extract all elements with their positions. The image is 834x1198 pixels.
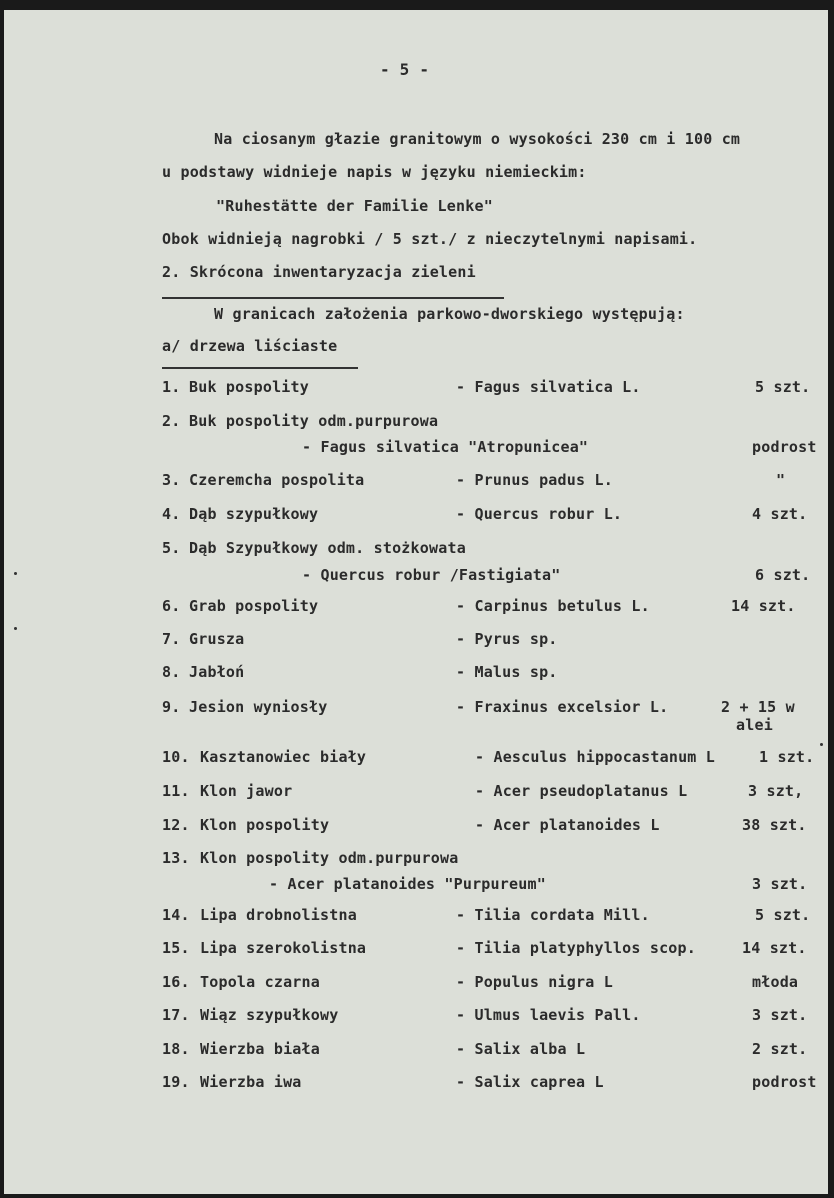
- entry-polish-name: Kasztanowiec biały: [200, 748, 367, 766]
- entry-latin-name: - Tilia cordata Mill.: [456, 906, 650, 924]
- entry-quantity: 3 szt.: [752, 1006, 808, 1024]
- entry-quantity: młoda: [752, 973, 799, 991]
- entry-latin-name: - Fraxinus excelsior L.: [456, 698, 669, 716]
- entry-polish-name: Wierzba iwa: [200, 1073, 302, 1091]
- entry-polish-name: Lipa drobnolistna: [200, 906, 357, 924]
- entry-polish-name: Klon pospolity odm.purpurowa: [200, 849, 459, 867]
- entry-polish-name: Buk pospolity: [189, 378, 309, 396]
- entry-polish-name: Grab pospolity: [189, 597, 319, 615]
- entry-latin-name: - Malus sp.: [456, 663, 558, 681]
- entry-number: 6.: [162, 597, 181, 615]
- intro-line-2: u podstawy widnieje napis w języku niemieckim:: [162, 163, 587, 181]
- entry-latin-name: - Acer platanoides "Purpureum": [269, 875, 546, 893]
- margin-speck: [14, 572, 17, 575]
- entry-polish-name: Grusza: [189, 630, 245, 648]
- entry-quantity: 3 szt,: [748, 782, 804, 800]
- entry-quantity: podrost: [752, 1073, 817, 1091]
- entry-quantity: 6 szt.: [755, 566, 811, 584]
- entry-polish-name: Dąb szypułkowy: [189, 505, 319, 523]
- subsection-heading: a/ drzewa liściaste: [162, 337, 338, 355]
- entry-number: 15.: [162, 939, 190, 957]
- entry-quantity: 14 szt.: [731, 597, 796, 615]
- subsection-heading-underline: [162, 367, 358, 369]
- entry-latin-name: - Pyrus sp.: [456, 630, 558, 648]
- entry-quantity-continued: alei: [736, 716, 773, 734]
- document-page: [4, 10, 828, 1194]
- intro-line-1: Na ciosanym głazie granitowym o wysokości 230 cm i 100 cm: [214, 130, 741, 148]
- entry-polish-name: Czeremcha pospolita: [189, 471, 365, 489]
- entry-number: 8.: [162, 663, 181, 681]
- entry-number: 5.: [162, 539, 181, 557]
- entry-number: 12.: [162, 816, 190, 834]
- entry-latin-name: - Ulmus laevis Pall.: [456, 1006, 641, 1024]
- entry-number: 19.: [162, 1073, 190, 1091]
- entry-polish-name: Dąb Szypułkowy odm. stożkowata: [189, 539, 466, 557]
- entry-polish-name: Jabłoń: [189, 663, 245, 681]
- entry-number: 16.: [162, 973, 190, 991]
- entry-number: 2.: [162, 412, 181, 430]
- entry-polish-name: Klon jawor: [200, 782, 293, 800]
- entry-latin-name: - Salix caprea L: [456, 1073, 604, 1091]
- margin-speck: [820, 743, 823, 746]
- entry-number: 17.: [162, 1006, 190, 1024]
- entry-latin-name: - Tilia platyphyllos scop.: [456, 939, 696, 957]
- entry-polish-name: Wierzba biała: [200, 1040, 320, 1058]
- entry-latin-name: - Fagus silvatica L.: [456, 378, 641, 396]
- entry-latin-name: - Aesculus hippocastanum L: [475, 748, 715, 766]
- entry-number: 9.: [162, 698, 181, 716]
- entry-latin-name: - Quercus robur /Fastigiata": [302, 566, 561, 584]
- entry-polish-name: Jesion wyniosły: [189, 698, 328, 716]
- intro-line-4: Obok widnieją nagrobki / 5 szt./ z nieczytelnymi napisami.: [162, 230, 698, 248]
- page-number: - 5 -: [380, 60, 430, 79]
- entry-latin-name: - Acer platanoides L: [475, 816, 660, 834]
- entry-quantity: ": [776, 471, 786, 489]
- entry-latin-name: - Fagus silvatica "Atropunicea": [302, 438, 589, 456]
- entry-number: 1.: [162, 378, 181, 396]
- intro-line-3: "Ruhestätte der Familie Lenke": [216, 197, 493, 215]
- entry-number: 18.: [162, 1040, 190, 1058]
- entry-number: 13.: [162, 849, 190, 867]
- entry-polish-name: Topola czarna: [200, 973, 320, 991]
- entry-quantity: 4 szt.: [752, 505, 808, 523]
- entry-quantity: 1 szt.: [759, 748, 815, 766]
- entry-latin-name: - Salix alba L: [456, 1040, 586, 1058]
- entry-quantity: 3 szt.: [752, 875, 808, 893]
- entry-number: 10.: [162, 748, 190, 766]
- entry-quantity: 38 szt.: [742, 816, 807, 834]
- section-intro: W granicach założenia parkowo-dworskiego występują:: [214, 305, 685, 323]
- entry-quantity: 5 szt.: [755, 378, 811, 396]
- entry-number: 7.: [162, 630, 181, 648]
- entry-polish-name: Lipa szerokolistna: [200, 939, 367, 957]
- margin-speck: [14, 627, 17, 630]
- entry-latin-name: - Prunus padus L.: [456, 471, 613, 489]
- entry-polish-name: Buk pospolity odm.purpurowa: [189, 412, 439, 430]
- entry-number: 14.: [162, 906, 190, 924]
- entry-number: 3.: [162, 471, 181, 489]
- section-heading: 2. Skrócona inwentaryzacja zieleni: [162, 263, 476, 281]
- entry-quantity: podrost: [752, 438, 817, 456]
- entry-quantity: 5 szt.: [755, 906, 811, 924]
- entry-quantity: 2 + 15 w: [721, 698, 795, 716]
- entry-latin-name: - Quercus robur L.: [456, 505, 623, 523]
- entry-number: 4.: [162, 505, 181, 523]
- entry-polish-name: Wiąz szypułkowy: [200, 1006, 339, 1024]
- entry-latin-name: - Carpinus betulus L.: [456, 597, 650, 615]
- entry-polish-name: Klon pospolity: [200, 816, 330, 834]
- entry-quantity: 2 szt.: [752, 1040, 808, 1058]
- entry-quantity: 14 szt.: [742, 939, 807, 957]
- section-heading-underline: [162, 297, 504, 299]
- entry-number: 11.: [162, 782, 190, 800]
- entry-latin-name: - Populus nigra L: [456, 973, 613, 991]
- entry-latin-name: - Acer pseudoplatanus L: [475, 782, 688, 800]
